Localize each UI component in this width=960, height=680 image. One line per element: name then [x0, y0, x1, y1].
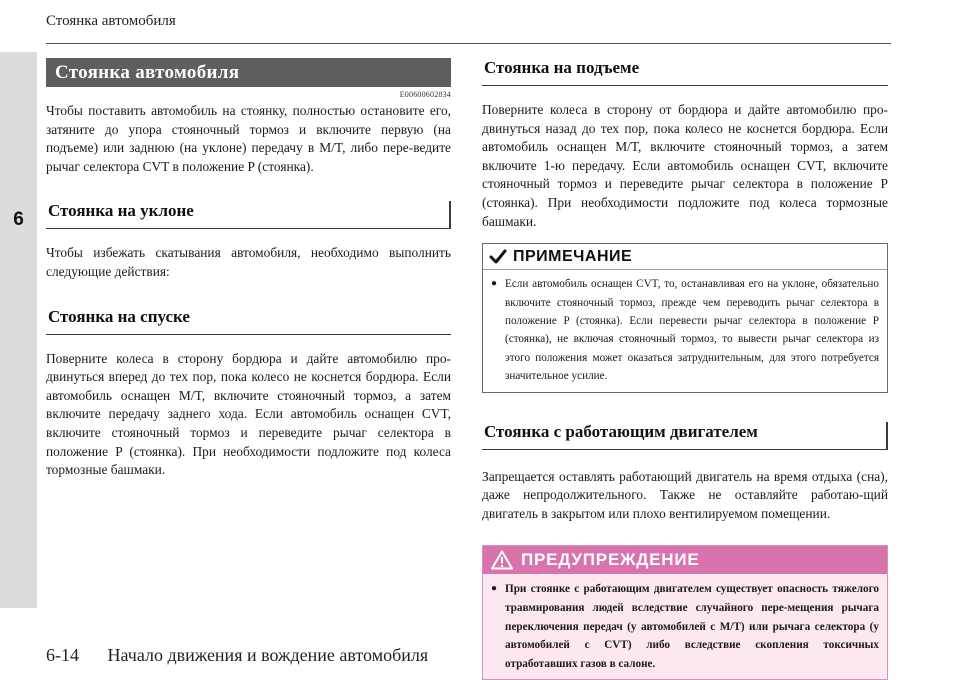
warning-text: При стоянке с работающим двигателем существует опасность тяжелого травмирования людей вследствие случайного пере-мещения рычага переключения передач (у автомобилей с M/T) или рычага селектора (у автомобилей с CVT) либо вследствие скопления токсичных отработавших газов в салоне. — [505, 583, 879, 670]
warning-body — [483, 574, 887, 679]
chapter-tab-number: 6 — [13, 209, 24, 230]
bullet-icon: ● — [491, 583, 498, 595]
downhill-heading: Стоянка на спуске — [46, 307, 451, 335]
uphill-heading: Стоянка на подъеме — [482, 58, 888, 86]
running-header: Стоянка автомобиля — [46, 13, 176, 29]
warning-label: ПРЕДУПРЕЖДЕНИЕ — [521, 550, 700, 570]
intro-paragraph: Чтобы поставить автомобиль на стоянку, полностью остановите его, затяните до упора стояночный тормоз и включите первую (на подъеме) или заднюю (на уклоне) передачу в M/T, либо пере-ведите рычаг селектора CVT в положение P (стоянка). — [46, 103, 451, 174]
warning-header — [483, 546, 887, 574]
downhill-paragraph: Поверните колеса в сторону бордюра и дайте автомобилю про-двинуться вперед до тех пор, пока колесо не коснется бордюра. Если автомобиль оснащен M/T, включите стояночный тормоз, а затем включите передачу заднего хода. Если автомобиль оснащен CVT, включите стояночный тормоз и переведите рычаг селектора в положение P (стоянка). При необходимости подложите под колеса тормозные башмаки. — [46, 350, 451, 478]
note-label: ПРИМЕЧАНИЕ — [513, 247, 633, 265]
slope-heading: Стоянка на уклоне — [46, 201, 451, 229]
uphill-paragraph: Поверните колеса в сторону от бордюра и дайте автомобилю про-двинуться назад до тех пор, пока колесо не коснется бордюра. Если автомобиль оснащен M/T, включите стояночный тормоз, а затем включите 1-ю передачу. Если автомобиль оснащен CVT, включите стояночный тормоз и переведите рычаг селектора в положение P (стоянка). При необходимости подложите под колеса тормозные башмаки. — [482, 102, 888, 229]
note-header — [483, 244, 887, 269]
check-icon — [489, 249, 507, 265]
document-code: E00600602834 — [399, 90, 451, 99]
engine-paragraph: Запрещается оставлять работающий двигатель на время отдыха (сна), даже непродолжительного. Также не оставляйте работаю-щий двигатель в закрытом или плохо вентилируемом помещении. — [482, 468, 888, 521]
section-title: Стоянка автомобиля — [46, 58, 451, 87]
page-number: 6-14 — [46, 645, 79, 665]
header-rule — [46, 43, 891, 44]
left-column — [46, 58, 451, 480]
note-body — [483, 269, 887, 391]
bullet-icon: ● — [491, 278, 498, 290]
chapter-title: Начало движения и вождение автомобиля — [107, 645, 429, 665]
warning-box — [482, 545, 888, 680]
page-footer — [46, 645, 428, 666]
note-box — [482, 243, 888, 392]
note-text: Если автомобиль оснащен CVT, то, останавливая его на уклоне, обязательно включите стояночный тормоз, прежде чем переводить рычаг селектора в положение P (стоянка). Если перевести рычаг селектора в положение P (стоянка), не включая стояночный тормоз, то вывести рычаг селектора из этого положения может оказаться затруднительным, для этого потребуется значительное усилие. — [505, 278, 879, 383]
slope-paragraph: Чтобы избежать скатывания автомобиля, необходимо выполнить следующие действия: — [46, 245, 451, 279]
chapter-side-tab — [0, 52, 37, 608]
right-column — [482, 58, 888, 680]
warning-triangle-icon — [491, 550, 513, 570]
engine-heading: Стоянка с работающим двигателем — [482, 422, 888, 450]
